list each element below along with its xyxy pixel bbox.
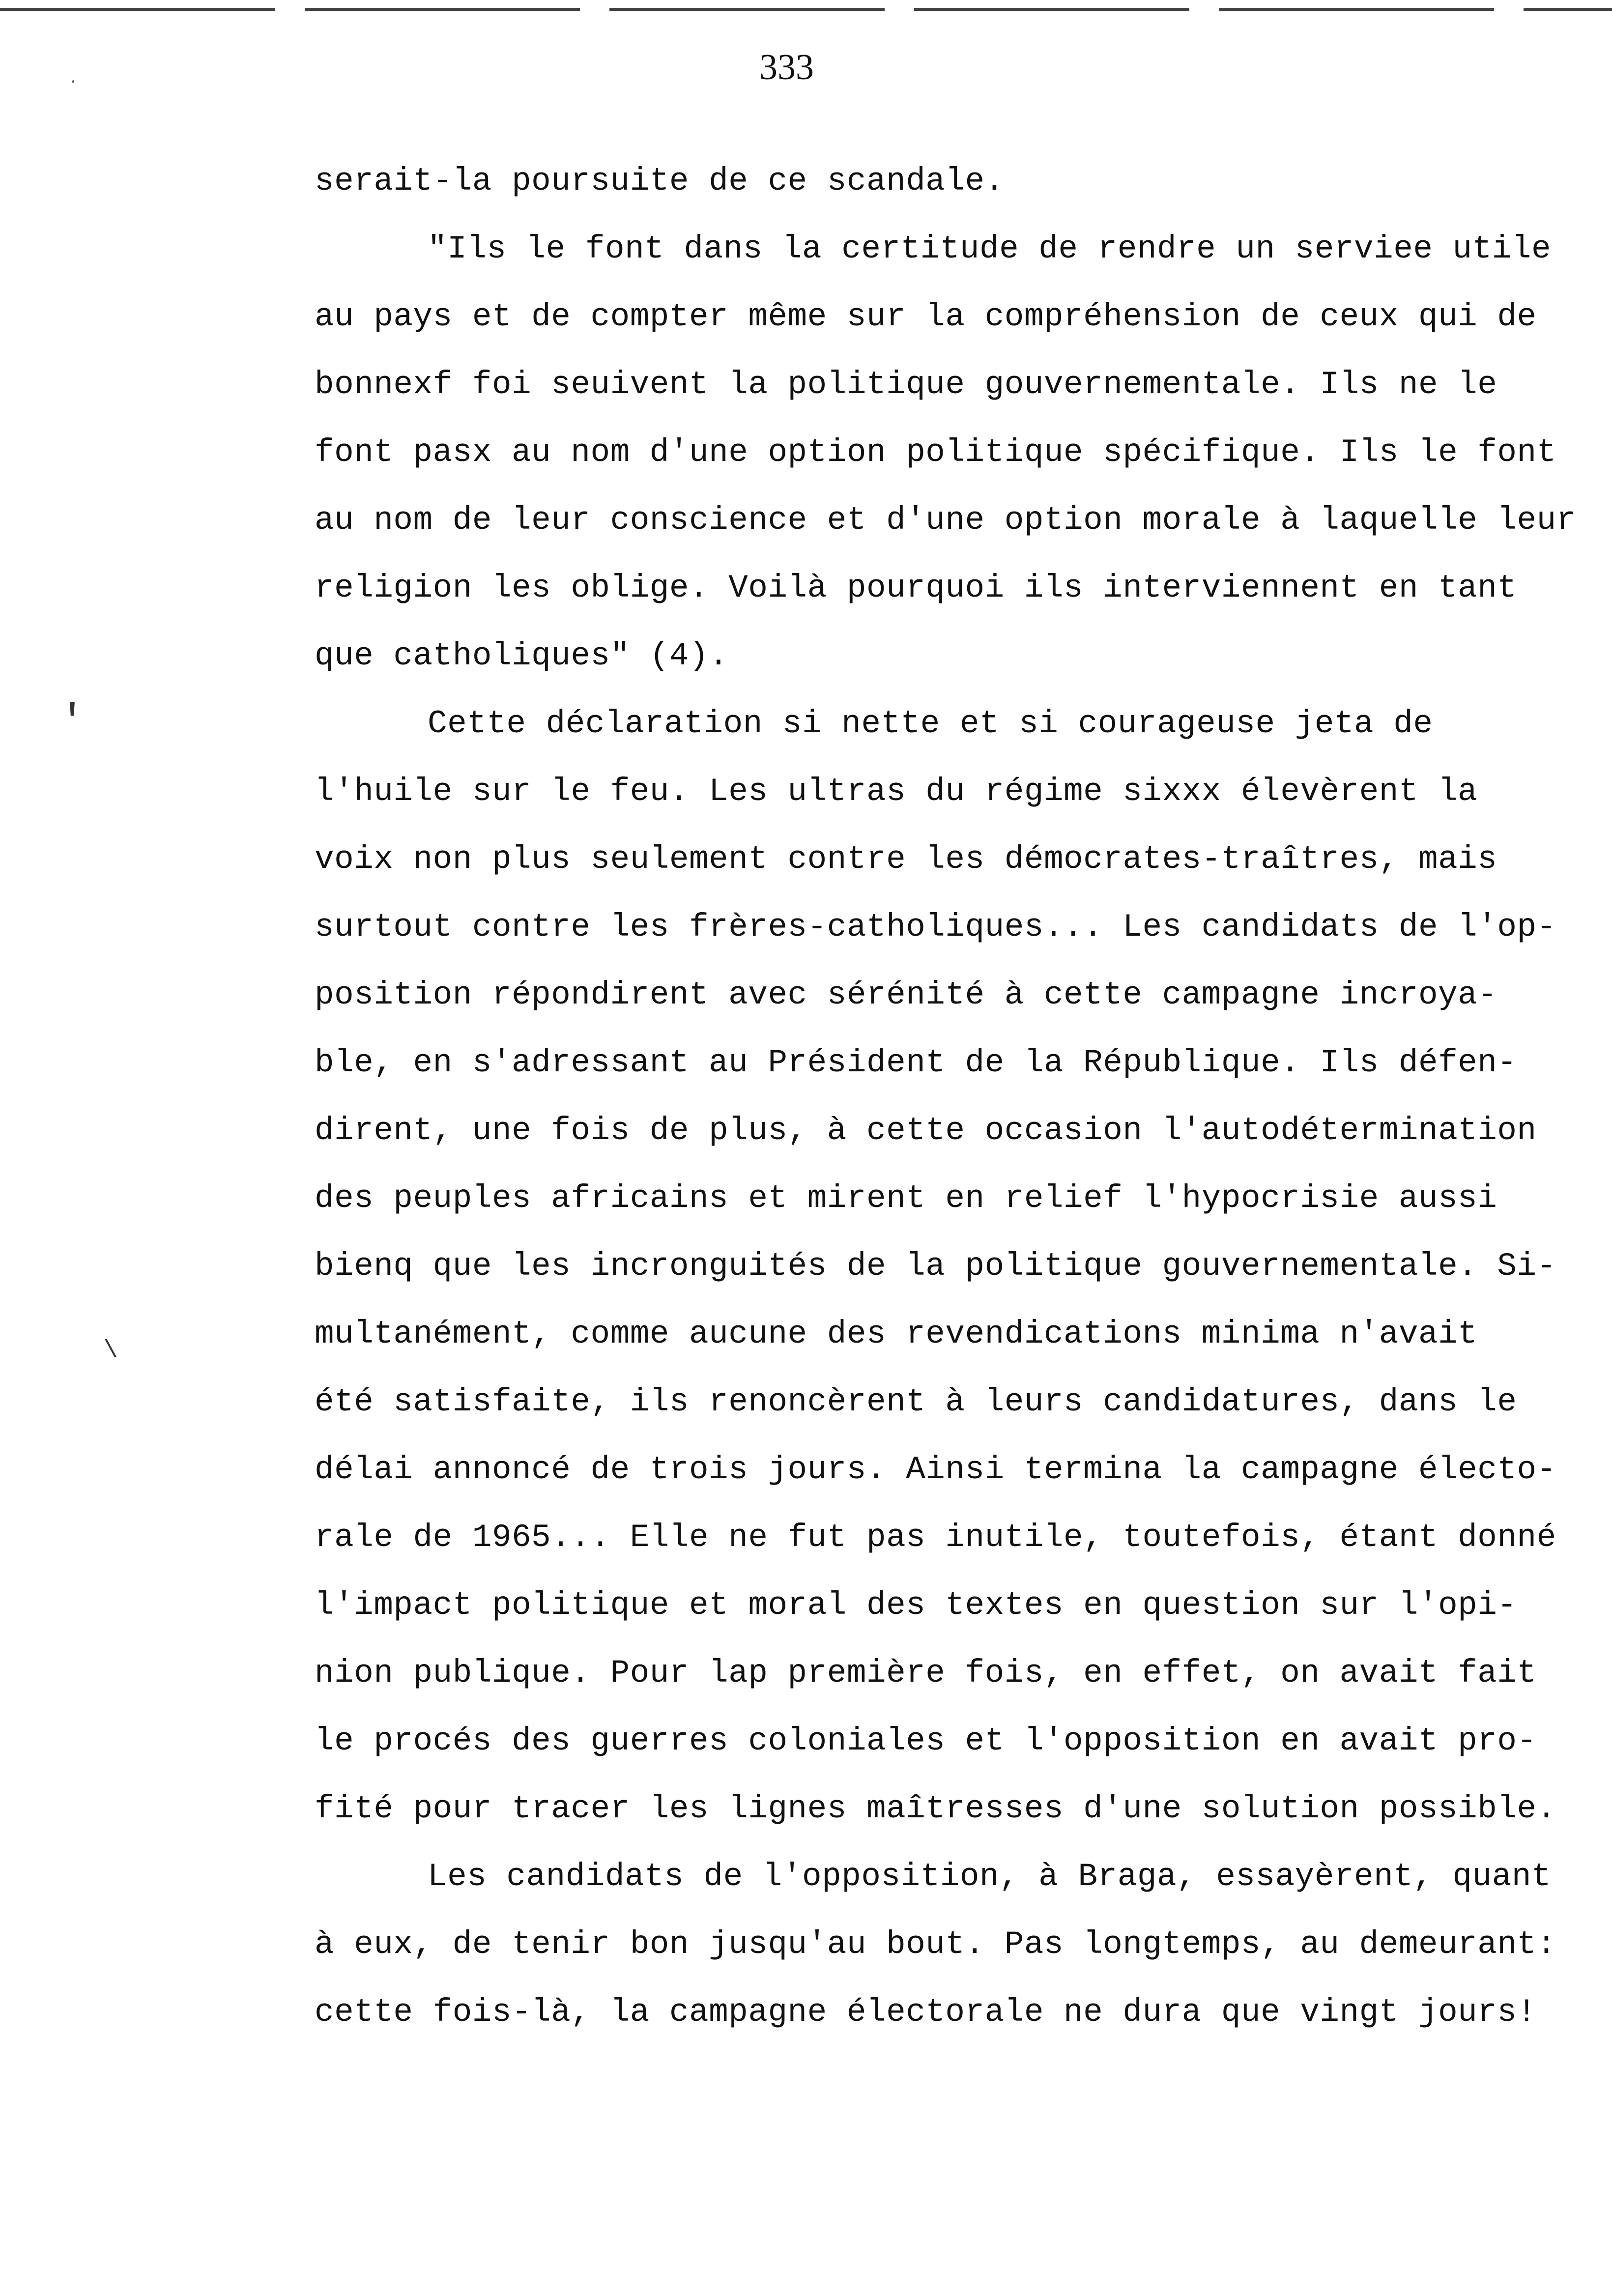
text-line: été satisfaite, ils renoncèrent à leurs candidatures, dans le bbox=[315, 1383, 1517, 1420]
text-line: le procés des guerres coloniales et l'opposition en avait pro- bbox=[315, 1722, 1537, 1759]
text-line: voix non plus seulement contre les démocrates-traîtres, mais bbox=[315, 841, 1497, 878]
text-line: position répondirent avec sérénité à cette campagne incroya- bbox=[315, 976, 1497, 1013]
text-line: au pays et de compter même sur la compréhension de ceux qui de bbox=[315, 298, 1537, 335]
text-line: "Ils le font dans la certitude de rendre un serviee utile bbox=[428, 230, 1552, 267]
text-line: cette fois-là, la campagne électorale ne dura que vingt jours! bbox=[315, 1994, 1537, 2031]
text-line: que catholiques" (4). bbox=[315, 637, 729, 674]
text-line: ble, en s'adressant au Président de la République. Ils défen- bbox=[315, 1044, 1517, 1081]
text-line: bienq que les incronguités de la politique gouvernementale. Si- bbox=[315, 1248, 1556, 1285]
text-line: serait-la poursuite de ce scandale. bbox=[315, 163, 1005, 200]
text-line: rale de 1965... Elle ne fut pas inutile, toutefois, étant donné bbox=[315, 1519, 1556, 1556]
text-line: l'impact politique et moral des textes en question sur l'opi- bbox=[315, 1587, 1517, 1624]
text-line: dirent, une fois de plus, à cette occasion l'autodétermination bbox=[315, 1112, 1537, 1149]
text-line: l'huile sur le feu. Les ultras du régime sixxx élevèrent la bbox=[315, 773, 1478, 810]
text-line: fité pour tracer les lignes maîtresses d'une solution possible. bbox=[315, 1790, 1556, 1827]
top-scan-rule bbox=[0, 8, 1612, 11]
margin-mark: \ bbox=[103, 1337, 118, 1365]
page-number: 333 bbox=[759, 47, 814, 87]
text-line: des peuples africains et mirent en relief l'hypocrisie aussi bbox=[315, 1180, 1497, 1217]
margin-mark: ′ bbox=[59, 698, 86, 748]
body-text bbox=[315, 147, 1602, 2046]
text-line: Les candidats de l'opposition, à Braga, essayèrent, quant bbox=[428, 1858, 1552, 1895]
text-line: surtout contre les frères-catholiques... Les candidats de l'op- bbox=[315, 909, 1556, 946]
text-line: nion publique. Pour lap première fois, en effet, on avait fait bbox=[315, 1655, 1537, 1692]
text-line: multanément, comme aucune des revendications minima n'avait bbox=[315, 1316, 1478, 1352]
text-line: à eux, de tenir bon jusqu'au bout. Pas longtemps, au demeurant: bbox=[315, 1926, 1556, 1963]
text-line: délai annoncé de trois jours. Ainsi termina la campagne électo- bbox=[315, 1451, 1556, 1488]
text-line: au nom de leur conscience et d'une option morale à laquelle leur bbox=[315, 502, 1576, 539]
text-line: religion les oblige. Voilà pourquoi ils interviennent en tant bbox=[315, 570, 1517, 606]
text-line: bonnexf foi seuivent la politique gouvernementale. Ils ne le bbox=[315, 366, 1497, 403]
text-line: Cette déclaration si nette et si courageuse jeta de bbox=[428, 705, 1433, 742]
margin-mark: · bbox=[69, 74, 78, 90]
text-line: font pasx au nom d'une option politique spécifique. Ils le font bbox=[315, 434, 1556, 471]
